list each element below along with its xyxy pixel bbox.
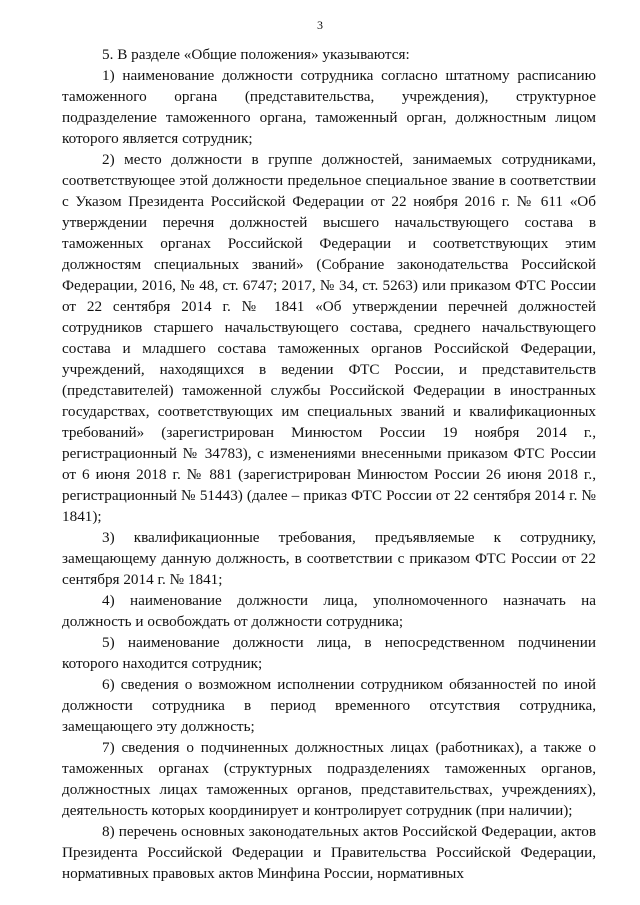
document-body bbox=[62, 44, 596, 884]
list-item-4: 4) наименование должности лица, уполномоченного назначать на должность и освобождать от должности сотрудника; bbox=[62, 592, 596, 630]
page-number: 3 bbox=[317, 18, 323, 32]
list-item-6: 6) сведения о возможном исполнении сотрудником обязанностей по иной должности сотрудника в период временного отсутствия сотрудника, замещающего эту должность; bbox=[62, 676, 596, 735]
list-item-7: 7) сведения о подчиненных должностных лицах (работниках), а также о таможенных органах (структурных подразделениях таможенных органов, должностных лицах таможенных органов, представительствах, учреждениях), деятельность которых координирует и контролирует сотрудник (при наличии); bbox=[62, 739, 596, 819]
list-item-8: 8) перечень основных законодательных актов Российской Федерации, актов Президента Российской Федерации и Правительства Российской Федерации, нормативных правовых актов Минфина России, нормативных bbox=[62, 823, 596, 882]
section-heading: 5. В разделе «Общие положения» указываются: bbox=[102, 46, 410, 63]
list-item-1: 1) наименование должности сотрудника согласно штатному расписанию таможенного органа (представительства, учреждения), структурное подразделение таможенного органа, таможенный орган, должностным лицом которого является сотрудник; bbox=[62, 67, 596, 147]
list-item-5: 5) наименование должности лица, в непосредственном подчинении которого находится сотрудник; bbox=[62, 634, 596, 672]
list-item-3: 3) квалификационные требования, предъявляемые к сотруднику, замещающему данную должность, в соответствии с приказом ФТС России от 22 сентября 2014 г. № 1841; bbox=[62, 529, 596, 588]
list-item-2: 2) место должности в группе должностей, занимаемых сотрудниками, соответствующее этой должности предельное специальное звание в соответствии с Указом Президента Российской Федерации от 22 ноября 2016 г. № 611 «Об утверждении перечня должностей высшего начальствующего состава в таможенных органах Российской Федерации и соответствующих этим должностям специальных званий» (Собрание законодательства Российской Федерации, 2016, № 48, ст. 6747; 2017, № 34, ст. 5263) или приказом ФТС России от 22 сентября 2014 г. № 1841 «Об утверждении перечней должностей сотрудников старшего начальствующего состава, среднего начальствующего состава и младшего состава таможенных органов Российской Федерации, учреждений, находящихся в ведении ФТС России, и представительств (представителей) таможенной службы Российской Федерации в иностранных государствах, соответствующих им специальных званий и квалификационных требований» (зарегистрирован Минюстом России 19 ноября 2014 г., регистрационный № 34783), с изменениями внесенными приказом ФТС России от 6 июня 2018 г. № 881 (зарегистрирован Минюстом России 26 июня 2018 г., регистрационный № 51443) (далее – приказ ФТС России от 22 сентября 2014 г. № 1841); bbox=[62, 151, 596, 525]
